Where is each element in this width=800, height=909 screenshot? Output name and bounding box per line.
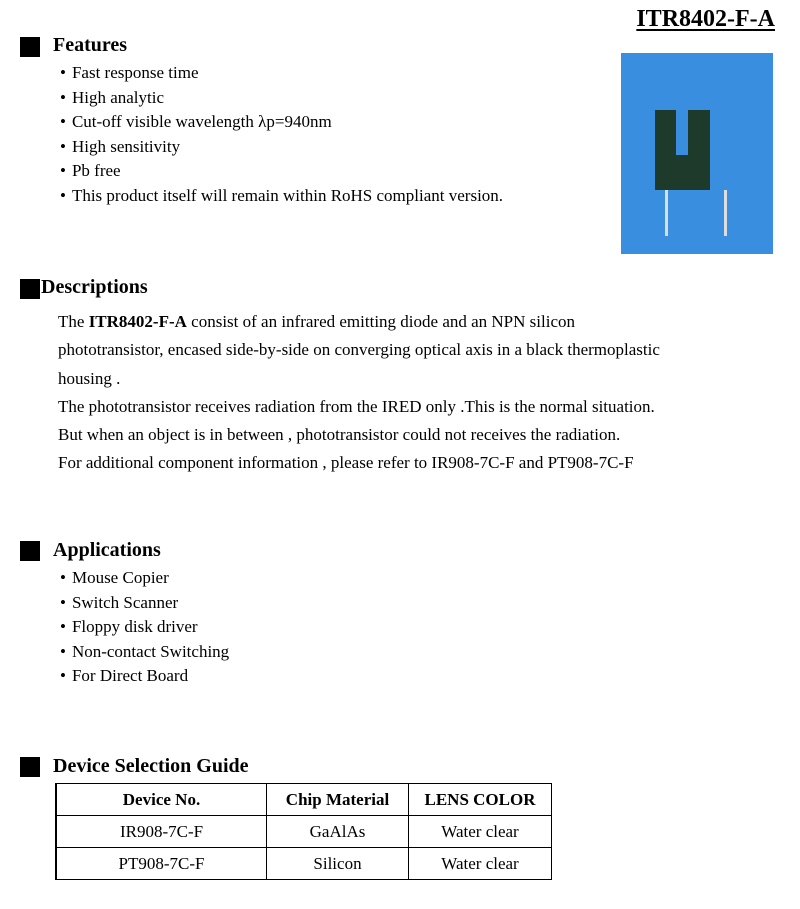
text: For additional component information , please refer to IR908-7C-F and PT908-7C-F (58, 453, 634, 473)
list-item: • Mouse Copier (60, 566, 229, 591)
text: But when an object is in between , phototransistor could not receives the radiation. (58, 425, 621, 445)
column-header: LENS COLOR (409, 784, 552, 816)
table-cell: IR908-7C-F (56, 816, 267, 848)
list-item: • Non-contact Switching (60, 640, 229, 665)
list-item: • Fast response time (60, 61, 503, 86)
list-item: • High analytic (60, 86, 503, 111)
text: housing . (58, 368, 121, 388)
list-item: • Pb free (60, 159, 503, 184)
section-marker-icon (20, 757, 40, 777)
applications-heading: Applications (53, 539, 161, 561)
list-item: • Switch Scanner (60, 591, 229, 616)
descriptions-heading: Descriptions (41, 276, 148, 298)
list-item: • For Direct Board (60, 664, 229, 689)
device-selection-table (55, 783, 552, 880)
text: consist of an infrared emitting diode and an NPN silicon (186, 312, 575, 331)
list-item: • This product itself will remain within RoHS compliant version. (60, 184, 503, 209)
table-row (56, 848, 552, 880)
table-cell: PT908-7C-F (56, 848, 267, 880)
text: The (58, 312, 89, 331)
column-header: Device No. (56, 784, 267, 816)
table-row (56, 816, 552, 848)
applications-list (60, 566, 229, 689)
section-marker-icon (20, 541, 40, 561)
section-marker-icon (20, 279, 40, 299)
text: phototransistor, encased side-by-side on converging optical axis in a black thermoplastic (58, 340, 660, 360)
product-photo (621, 53, 773, 254)
list-item: • Floppy disk driver (60, 615, 229, 640)
section-marker-icon (20, 37, 40, 57)
list-item: • High sensitivity (60, 135, 503, 160)
table-cell: Silicon (267, 848, 409, 880)
description-text (58, 308, 778, 478)
features-heading: Features (53, 34, 128, 56)
features-list (60, 61, 503, 209)
table-cell: Water clear (409, 816, 552, 848)
table-cell: Water clear (409, 848, 552, 880)
part-number: ITR8402-F-A (88, 312, 187, 331)
document-title: ITR8402-F-A (636, 6, 775, 32)
table-header-row (56, 784, 552, 816)
sensor-image (621, 53, 773, 254)
text: The phototransistor receives radiation from the IRED only .This is the normal situation. (58, 396, 655, 416)
column-header: Chip Material (267, 784, 409, 816)
table-cell: GaAlAs (267, 816, 409, 848)
guide-heading: Device Selection Guide (53, 755, 249, 777)
list-item: • Cut-off visible wavelength λp=940nm (60, 110, 503, 135)
